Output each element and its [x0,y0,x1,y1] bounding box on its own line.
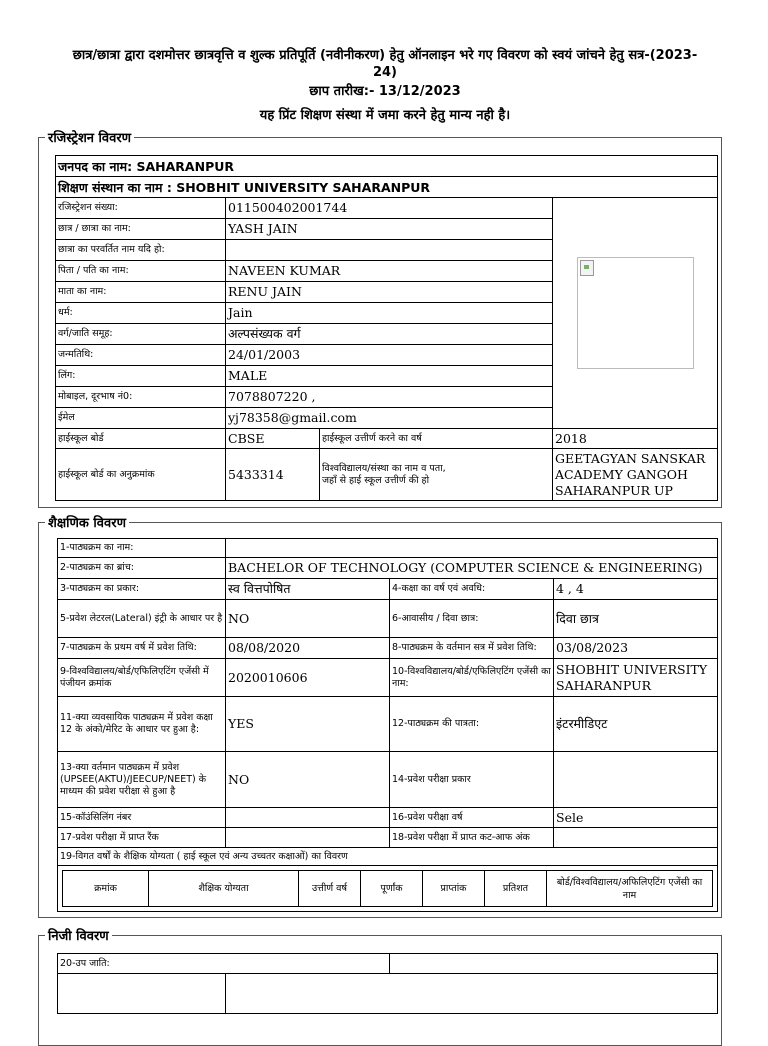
acad-label: 10-विश्वविद्यालय/बोर्ड/एफिलिएटिंग एजेंसी का नाम: [390,659,554,697]
hs-year-label: हाईस्कूल उत्तीर्ण करने का वर्ष [320,429,553,449]
reg-value: yj78358@gmail.com [226,408,553,429]
prev-education-label: 19-विगत वर्षों के शैक्षिक योग्यता ( हाई स्कूल एवं अन्य उच्चतर कक्षाओं) का विवरण [58,848,718,866]
prev-education-table [62,870,713,907]
acad-value [554,828,718,848]
acad-label: 4-कक्षा का वर्ष एवं अवधि: [390,579,554,600]
col-header: बोर्ड/विश्वविद्यालय/अफिलिएटिंग एजेंसी का नाम [547,871,713,907]
reg-value: MALE [226,366,553,387]
personal-legend: निजी विवरण [48,929,109,944]
reg-value: 24/01/2003 [226,345,553,366]
hs-roll-value: 5433314 [226,449,320,501]
acad-value: SHOBHIT UNIVERSITY SAHARANPUR [554,659,718,697]
acad-label: 5-प्रवेश लेटरल(Lateral) इंट्री के आधार पर है [58,600,226,638]
reg-label: जन्मतिथि: [56,345,226,366]
acad-label: 11-क्या व्यवसायिक पाठ्यक्रम में प्रवेश कक्षा 12 के अंको/मेरिट के आधार पर हुआ है: [58,697,226,752]
acad-label: 14-प्रवेश परीक्षा प्रकार [390,752,554,808]
col-header: प्राप्तांक [423,871,485,907]
photo-cell [553,198,718,429]
print-date: छाप तारीख:- 13/12/2023 [309,84,461,99]
acad-value [226,828,390,848]
reg-label: लिंग: [56,366,226,387]
district-name: जनपद का नाम: SAHARANPUR [56,156,718,177]
subcaste-label: 20-उप जाति: [58,954,390,974]
course-name-value [226,539,718,558]
broken-image-icon [580,260,594,276]
acad-value: 08/08/2020 [226,638,390,659]
reg-label: रजिस्ट्रेशन संख्या: [56,198,226,219]
title-line-2: 24) [372,65,398,80]
course-name-label: 1-पाठ्यक्रम का नाम: [58,539,226,558]
reg-label: वर्ग/जाति समूह: [56,324,226,345]
reg-value: Jain [226,303,553,324]
registration-table [55,155,718,501]
col-header: शैक्षिक योग्यता [149,871,299,907]
acad-label: 9-विश्वविद्यालय/बोर्ड/एफिलिएटिंग एजेंसी में पंजीयन क्रमांक [58,659,226,697]
reg-label: छात्रा का परवर्तित नाम यदि हो: [56,240,226,261]
col-header: क्रमांक [63,871,149,907]
reg-label: छात्र / छात्रा का नाम: [56,219,226,240]
acad-value: दिवा छात्र [554,600,718,638]
acad-value: YES [226,697,390,752]
academic-table [57,538,718,912]
col-header: प्रतिशत [485,871,547,907]
prev-education-cell [58,866,718,912]
reg-value: 011500402001744 [226,198,553,219]
acad-value: इंटरमीडिएट [554,697,718,752]
col-header: उत्तीर्ण वर्ष [299,871,361,907]
acad-label: 6-आवासीय / दिवा छात्र: [390,600,554,638]
student-photo [577,257,694,369]
acad-label: 12-पाठ्यक्रम की पात्रता: [390,697,554,752]
reg-value: NAVEEN KUMAR [226,261,553,282]
acad-label: 15-कॉउंसिलिंग नंबर [58,808,226,828]
branch-label: 2-पाठ्यक्रम का ब्रांच: [58,558,226,579]
acad-label: 3-पाठ्यक्रम का प्रकार: [58,579,226,600]
reg-value: RENU JAIN [226,282,553,303]
acad-label: 18-प्रवेश परीक्षा में प्राप्त कट-आफ अंक [390,828,554,848]
acad-value: 03/08/2023 [554,638,718,659]
acad-label: 16-प्रवेश परीक्षा वर्ष [390,808,554,828]
acad-value: स्व वित्तपोषित [226,579,390,600]
institute-name: शिक्षण संस्थान का नाम : SHOBHIT UNIVERSITY SAHARANPUR [56,177,718,198]
reg-label: धर्म: [56,303,226,324]
reg-value: अल्पसंख्यक वर्ग [226,324,553,345]
hs-school-label-line1: विश्वविद्यालय/संस्था का नाम व पता, [322,462,446,474]
hs-school-label-line2: जहाँ से हाई स्कूल उत्तीर्ण की हो [322,474,430,486]
reg-label: मोबाइल, दूरभाष नं0: [56,387,226,408]
print-note: यह प्रिंट शिक्षण संस्था में जमा करने हेतु मान्य नही है। [259,108,511,123]
academic-legend: शैक्षणिक विवरण [48,516,126,531]
reg-label: पिता / पति का नाम: [56,261,226,282]
registration-legend: रजिस्ट्रेशन विवरण [48,131,132,146]
acad-label: 7-पाठ्यक्रम के प्रथम वर्ष में प्रवेश तिथि: [58,638,226,659]
acad-value [554,752,718,808]
reg-value: YASH JAIN [226,219,553,240]
personal-cell [58,974,226,1014]
acad-label: 8-पाठ्यक्रम के वर्तमान सत्र में प्रवेश तिथि: [390,638,554,659]
acad-label: 13-क्या वर्तमान पाठ्यक्रम में प्रवेश (UPSEE(AKTU)/JEECUP/NEET) के माध्यम की प्रवेश परीक्षा से हुआ है [58,752,226,808]
acad-value [226,808,390,828]
hs-roll-label: हाईस्कूल बोर्ड का अनुक्रमांक [56,449,226,501]
reg-label: ईमेल [56,408,226,429]
col-header: पूर्णांक [361,871,423,907]
personal-table [57,953,718,1014]
acad-value: NO [226,600,390,638]
hs-year-value: 2018 [553,429,718,449]
acad-label: 17-प्रवेश परीक्षा में प्राप्त रैंक [58,828,226,848]
hs-board-label: हाईस्कूल बोर्ड [56,429,226,449]
personal-cell [226,974,718,1014]
reg-label: माता का नाम: [56,282,226,303]
title-line-1: छात्र/छात्रा द्वारा दशमोत्तर छात्रवृत्ति व शुल्क प्रतिपूर्ति (नवीनीकरण) हेतु ऑनलाइन भरे गए विवरण को स्वयं जांचने हेतु सत्र-(2023- [72,48,698,63]
acad-value: 2020010606 [226,659,390,697]
reg-value: 7078807220 , [226,387,553,408]
acad-value: NO [226,752,390,808]
hs-school-value: GEETAGYAN SANSKAR ACADEMY GANGOH SAHARANPUR UP [553,449,718,501]
branch-value: BACHELOR OF TECHNOLOGY (COMPUTER SCIENCE & ENGINEERING) [226,558,718,579]
hs-school-label [320,449,553,501]
acad-value: Sele [554,808,718,828]
reg-value [226,240,553,261]
subcaste-value [390,954,718,974]
acad-value: 4 , 4 [554,579,718,600]
page-title [40,47,730,81]
hs-board-value: CBSE [226,429,320,449]
